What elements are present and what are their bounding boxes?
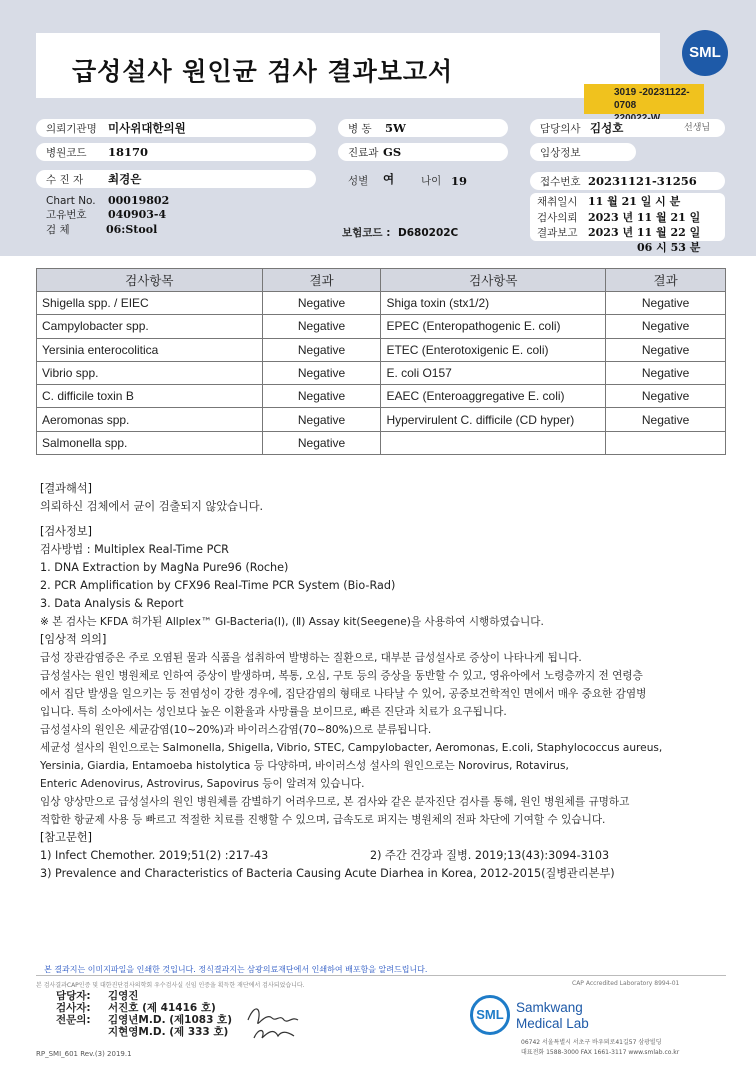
report-value: 2023 년 11 월 22 일 bbox=[588, 226, 701, 239]
table-row bbox=[37, 431, 726, 454]
test-info-heading: [검사정보] bbox=[40, 525, 92, 538]
signer-name: 서진호 (제 41416 호) bbox=[108, 1002, 216, 1014]
specimen-label: 검 체 bbox=[46, 224, 70, 236]
header-result-2: 결과 bbox=[606, 269, 726, 292]
signer-name: 지현영M.D. (제 333 호) bbox=[108, 1026, 229, 1038]
report-time: 06 시 53 분 bbox=[637, 241, 701, 254]
test-item: Hypervirulent C. difficile (CD hyper) bbox=[381, 408, 606, 431]
receipt-value: 20231121-31256 bbox=[588, 174, 697, 188]
test-result: Negative bbox=[262, 292, 381, 315]
clinical-significance-heading: [임상적 의의] bbox=[40, 633, 107, 646]
test-item: Vibrio spp. bbox=[37, 361, 263, 384]
test-result: Negative bbox=[262, 408, 381, 431]
test-item: Yersinia enterocolitica bbox=[37, 338, 263, 361]
unique-label: 고유번호 bbox=[46, 209, 87, 221]
chart-label: Chart No. bbox=[46, 195, 96, 207]
table-row bbox=[37, 338, 726, 361]
accreditation-note: 본 검사결과CAP인증 및 대한진단검사의학회 우수검사실 신임 인증을 획득한 재단에서 검사되었습니다. bbox=[36, 982, 305, 989]
patient-label: 수 진 자 bbox=[46, 174, 84, 186]
doctor-label: 담당의사 bbox=[540, 123, 581, 135]
hospital-code-field bbox=[36, 143, 316, 161]
reference-1: 1) Infect Chemother. 2019;51(2) :217-43 bbox=[40, 849, 269, 862]
test-result bbox=[606, 431, 726, 454]
reference-2: 2) 주간 건강과 질병. 2019;13(43):3094-3103 bbox=[370, 849, 610, 862]
age-value: 19 bbox=[451, 174, 468, 188]
age-label: 나이 bbox=[421, 175, 442, 187]
table-row bbox=[37, 315, 726, 338]
ward-value: 5W bbox=[385, 121, 406, 135]
test-info-line: 검사방법 : Multiplex Real-Time PCR bbox=[40, 543, 229, 556]
report-id-badge bbox=[584, 84, 704, 114]
test-result: Negative bbox=[606, 292, 726, 315]
dept-field bbox=[338, 143, 508, 161]
insurance-label: 보험코드 : bbox=[342, 227, 391, 239]
unique-value: 040903-4 bbox=[108, 208, 167, 221]
patient-name: 최경은 bbox=[108, 172, 142, 186]
address-line2: 대표전화 1588-3000 FAX 1661-3117 www.smlab.co.kr bbox=[521, 1049, 680, 1056]
receipt-label: 접수번호 bbox=[540, 176, 581, 188]
org-name-line2: Medical Lab bbox=[516, 1016, 589, 1031]
collect-label: 채취일시 bbox=[537, 196, 578, 208]
test-item: Shigella spp. / EIEC bbox=[37, 292, 263, 315]
cap-accreditation: CAP Accredited Laboratory 8994-01 bbox=[572, 980, 680, 987]
request-label: 검사의뢰 bbox=[537, 212, 578, 224]
test-item: Shiga toxin (stx1/2) bbox=[381, 292, 606, 315]
hospital-code-label: 병원코드 bbox=[46, 147, 87, 159]
test-result: Negative bbox=[262, 315, 381, 338]
signer-name: 김영진 bbox=[108, 990, 139, 1002]
clinical-line: 급성 장관감염증은 주로 오염된 물과 식품을 섭취하여 발병하는 질환으로, 대부분 급성설사로 증상이 나타나게 됩니다. bbox=[40, 652, 582, 664]
clinical-line: 에서 집단 발생을 일으키는 등 전염성이 강한 경우에, 집단감염의 형태로 나타날 수 있어, 공중보건학적인 면에서 매우 중요한 감염병 bbox=[40, 688, 647, 700]
sex-value: 여 bbox=[383, 172, 395, 186]
test-info-line: 2. PCR Amplification by CFX96 Real-Time PCR System (Bio-Rad) bbox=[40, 579, 396, 592]
test-result: Negative bbox=[606, 338, 726, 361]
page-title: 급성설사 원인균 검사 결과보고서 bbox=[72, 57, 454, 86]
chart-value: 00019802 bbox=[108, 194, 170, 207]
test-result: Negative bbox=[262, 361, 381, 384]
ward-field bbox=[338, 119, 508, 137]
institution-value: 미사위대한의원 bbox=[108, 121, 186, 135]
clinical-line: 급성설사의 원인은 세균감염(10~20%)과 바이러스감염(70~80%)으로 분류됩니다. bbox=[40, 724, 432, 736]
org-address bbox=[521, 1038, 679, 1058]
signer-name: 김영년M.D. (제1083 호) bbox=[108, 1014, 232, 1026]
test-result: Negative bbox=[606, 408, 726, 431]
test-item bbox=[381, 431, 606, 454]
results-header-row bbox=[37, 269, 726, 292]
clinical-line: Enteric Adenovirus, Astrovirus, Sapovirus 등이 알려져 있습니다. bbox=[40, 778, 365, 790]
clinical-field bbox=[530, 143, 636, 161]
org-name bbox=[516, 1000, 589, 1032]
request-value: 2023 년 11 월 21 일 bbox=[588, 211, 701, 224]
org-name-line1: Samkwang bbox=[516, 1000, 583, 1015]
references-heading: [참고문헌] bbox=[40, 831, 92, 844]
header-item-1: 검사항목 bbox=[37, 269, 263, 292]
footer-divider bbox=[36, 975, 726, 976]
clinical-line: 적합한 항균제 사용 등 빠르고 적절한 치료를 진행할 수 있으며, 급속도로 퍼지는 병원체의 전파 차단에 기여할 수 있습니다. bbox=[40, 814, 606, 826]
test-result: Negative bbox=[262, 338, 381, 361]
doctor-suffix: 선생님 bbox=[684, 123, 711, 133]
dept-label: 진료과 bbox=[348, 147, 379, 159]
results-table bbox=[36, 268, 726, 455]
test-result: Negative bbox=[606, 385, 726, 408]
test-item: Salmonella spp. bbox=[37, 431, 263, 454]
dept-value: GS bbox=[383, 145, 402, 159]
report-id-line1: 3019 -20231122-0708 bbox=[614, 87, 690, 111]
table-row bbox=[37, 292, 726, 315]
header-result-1: 결과 bbox=[262, 269, 381, 292]
test-result: Negative bbox=[262, 431, 381, 454]
table-row bbox=[37, 408, 726, 431]
test-item: EAEC (Enteroaggregative E. coli) bbox=[381, 385, 606, 408]
doctor-value: 김성호 bbox=[590, 121, 624, 135]
clinical-label: 임상정보 bbox=[540, 147, 581, 159]
institution-label: 의뢰기관명 bbox=[46, 123, 97, 135]
insurance-value: D680202C bbox=[398, 227, 459, 239]
specimen-value: 06:Stool bbox=[106, 223, 158, 236]
test-item: Campylobacter spp. bbox=[37, 315, 263, 338]
test-item: EPEC (Enteropathogenic E. coli) bbox=[381, 315, 606, 338]
test-item: ETEC (Enterotoxigenic E. coli) bbox=[381, 338, 606, 361]
test-result: Negative bbox=[606, 315, 726, 338]
header-item-2: 검사항목 bbox=[381, 269, 606, 292]
test-item: Aeromonas spp. bbox=[37, 408, 263, 431]
test-info-line: ※ 본 검사는 KFDA 허가된 Allplex™ GI-Bacteria(Ⅰ), (Ⅱ) Assay kit(Seegene)을 사용하여 시행하였습니다. bbox=[40, 616, 544, 628]
report-label: 결과보고 bbox=[537, 227, 578, 239]
patient-field bbox=[36, 170, 316, 188]
test-info-line: 1. DNA Extraction by MagNa Pure96 (Roche) bbox=[40, 561, 289, 574]
table-row bbox=[37, 361, 726, 384]
table-row bbox=[37, 385, 726, 408]
signature-image bbox=[244, 998, 304, 1042]
clinical-line: 급성설사는 원인 병원체로 인하여 증상이 발생하며, 복통, 오심, 구토 등의 증상을 동반할 수 있고, 영유아에서 노령층까지 전 연령층 bbox=[40, 670, 643, 682]
test-item: E. coli O157 bbox=[381, 361, 606, 384]
sex-label: 성별 bbox=[348, 175, 369, 187]
form-id: RP_SMI_601 Rev.(3) 2019.1 bbox=[36, 1050, 132, 1058]
clinical-line: Yersinia, Giardia, Entamoeba histolytica 등 다양하며, 바이러스성 설사의 원인으로는 Norovirus, Rotavirus, bbox=[40, 760, 569, 772]
clinical-line: 입니다. 특히 소아에서는 성인보다 높은 이환율과 사망률을 보이므로, 빠른 진단과 치료가 요구됩니다. bbox=[40, 706, 507, 718]
clinical-line: 임상 양상만으로 급성설사의 원인 병원체를 감별하기 어려우므로, 본 검사와 같은 분자진단 검사를 통해, 원인 병원체를 규명하고 bbox=[40, 796, 630, 808]
interpretation-heading: [결과해석] bbox=[40, 482, 92, 495]
test-result: Negative bbox=[262, 385, 381, 408]
hospital-code-value: 18170 bbox=[108, 145, 149, 159]
address-line1: 06742 서울특별시 서초구 바우뫼로41길57 삼광빌딩 bbox=[521, 1039, 662, 1046]
image-print-warning: 본 결과지는 이미지파일을 인쇄한 것입니다. 정식결과지는 삼광의료재단에서 인쇄하여 배포함을 알려드립니다. bbox=[44, 965, 428, 974]
sml-logo-badge: SML bbox=[682, 30, 728, 76]
test-item: C. difficile toxin B bbox=[37, 385, 263, 408]
test-info-line: 3. Data Analysis & Report bbox=[40, 597, 184, 610]
signer-role: 담당자: bbox=[56, 990, 91, 1002]
ward-label: 병 동 bbox=[348, 123, 372, 135]
sml-logo-icon: SML bbox=[470, 995, 510, 1035]
collect-value: 11 월 21 일 시 분 bbox=[588, 195, 681, 208]
signer-role: 전문의: bbox=[56, 1014, 91, 1026]
interpretation-text: 의뢰하신 검체에서 균이 검출되지 않았습니다. bbox=[40, 500, 264, 513]
reference-3: 3) Prevalence and Characteristics of Bacteria Causing Acute Diarhea in Korea, 2012-2015(질병관리본부) bbox=[40, 867, 615, 880]
clinical-line: 세균성 설사의 원인으로는 Salmonella, Shigella, Vibrio, STEC, Campylobacter, Aeromonas, E.coli, Staphylococcus aureus, bbox=[40, 742, 663, 754]
signer-role: 검사자: bbox=[56, 1002, 91, 1014]
test-result: Negative bbox=[606, 361, 726, 384]
